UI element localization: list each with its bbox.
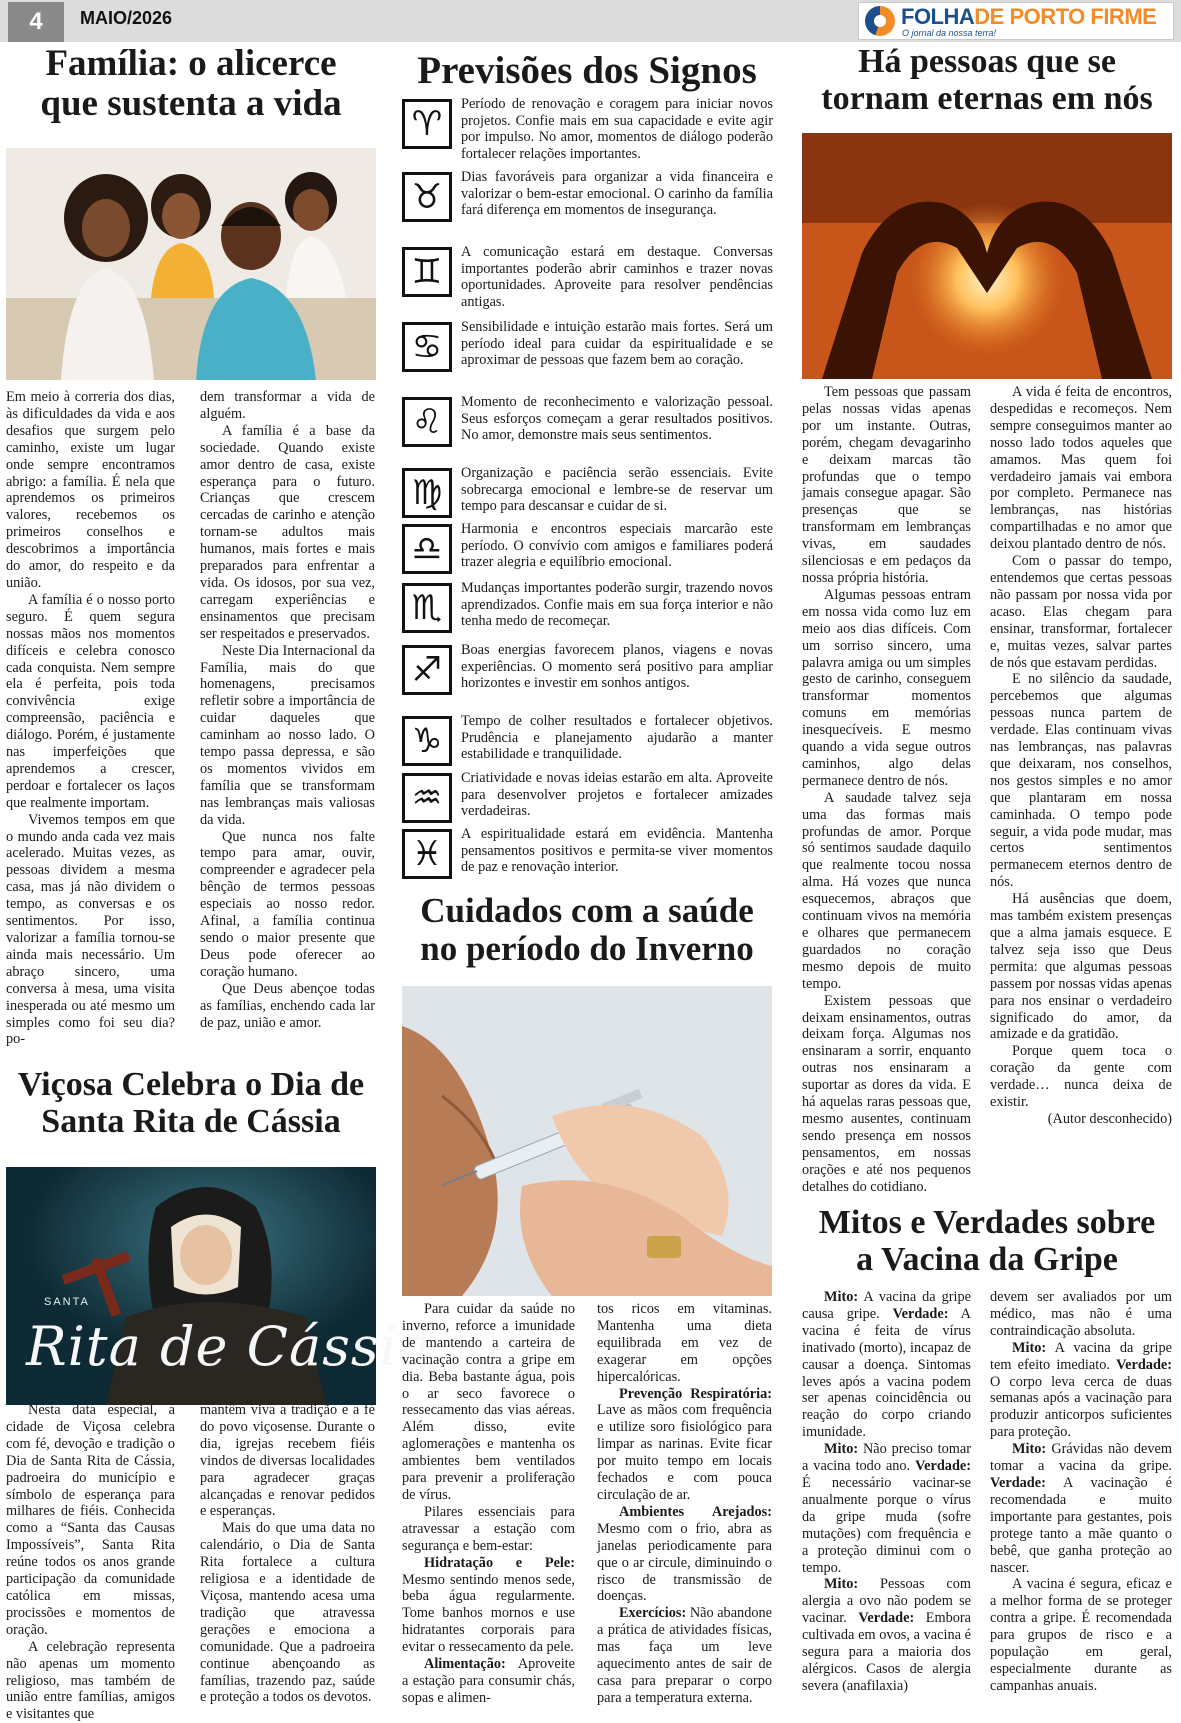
pisces-icon: ♓ (402, 829, 452, 879)
paragraph: A família é a base da sociedade. Quando existe amor dentro de casa, existe esperança para o futuro. Crianças que crescem cercadas de carinho e atenção tornam-se adultos mais humanos, mais fortes e mais preparados para enfrentar a vida. Os idosos, por sua vez, carregam experiências e ensinamentos que precisam ser respeitados e preservados. (200, 422, 375, 642)
vaccine-illustration (402, 986, 772, 1296)
logo-icon (865, 6, 895, 36)
paragraph: Porque quem toca o coração da gente com verdade… nunca deixa de existir. (990, 1043, 1172, 1111)
horoscope-text: Harmonia e encontros especiais marcarão este período. O convívio com amigos e familiares poderá trazer alegria e equilíbrio emocional. (461, 521, 773, 570)
paragraph: E no silêncio da saudade, percebemos que algumas pessoas nunca partem de verdade. Elas continuam vivas nas lembranças, nas palavras que deixaram, nos conselhos, nos gestos simples e no amor que plantaram em nossa caminhada. O tempo pode seguir, a vida pode mudar, mas certos sentimentos permanecem eternos dentro de nós. (990, 671, 1172, 891)
horoscope-text: Momento de reconhecimento e valorização pessoal. Seus esforços começam a gerar resultados positivos. No amor, demonstre mais seus sentimentos. (461, 394, 773, 443)
vicosa-title: Viçosa Celebra o Dia de Santa Rita de Cássia (17, 1066, 365, 1140)
taurus-icon: ♉ (402, 172, 452, 222)
myth-item: Mito: A vacina da gripe causa gripe. Verdade: A vacina é feita de vírus inativado (morto), incapaz de causar a doença. Sintomas leves após a vacina podem ser apenas coincidência ou reação do corpo criando imunidade. (802, 1289, 971, 1441)
sagittarius-icon: ♐ (402, 645, 452, 695)
tip-alimentacao: Alimentação: Aproveite a estação para consumir chás, sopas e alimen- (402, 1656, 575, 1706)
paragraph: mantêm viva a tradição e a fé do povo viçosense. Durante o dia, igrejas recebem fiéis vindos de diversas localidades para agradecer graças alcançadas e renovar pedidos e esperanças. (200, 1402, 375, 1520)
aries-icon: ♈ (402, 99, 452, 149)
vicosa-column-1 (6, 1402, 175, 1723)
horoscope-text: Período de renovação e coragem para iniciar novos projetos. Confie mais em sua capacidade e evite agir por impulso. No amor, momentos de diálogo poderão fortalecer relações importantes. (461, 96, 773, 162)
horoscope-text: A espiritualidade estará em evidência. Mantenha pensamentos positivos e permita-se viver momentos de paz e renovação interior. (461, 826, 773, 875)
paragraph: Nesta data especial, a cidade de Viçosa celebra com fé, devoção e tradição o Dia de Santa Rita de Cássia, padroeira do município e símbolo de esperança para milhares de fiéis. Conhecida como a “Santa das Causas Impossíveis”, Santa Rita reúne todos os anos grande participação da comunidade católica em missas, procissões e momentos de oração. (6, 1402, 175, 1638)
paragraph: Que Deus abençoe todas as famílias, enchendo cada lar de paz, união e amor. (200, 980, 375, 1031)
cancer-icon: ♋ (402, 322, 452, 372)
horoscope-text: Dias favoráveis para organizar a vida financeira e valorizar o bem-estar emocional. O carinho da família fará diferença em momentos de insegurança. (461, 169, 773, 218)
family-photo (6, 148, 376, 380)
gripe-title: Mitos e Verdades sobre a Vacina da Gripe (818, 1204, 1156, 1278)
heart-hands-photo (802, 133, 1172, 379)
eternas-column-1 (802, 384, 971, 1196)
tip-hidratacao: Hidratação e Pele: Mesmo sentindo menos sede, beba água regularmente. Tome banhos mornos e use hidratantes corporais para evitar o ressecamento da pele. (402, 1554, 575, 1656)
horoscope-text: Tempo de colher resultados e fortalecer objetivos. Prudência e planejamento ajudarão a manter estabilidade e tranquilidade. (461, 713, 773, 762)
paragraph: Em meio à correria dos dias, às dificuldades da vida e aos desafios que surgem pelo caminho, existe um lugar onde sempre encontramos abrigo: a família. É nela que aprendemos os primeiros valores, recebemos os primeiros conselhos e descobrimos a importância do amor, do respeito e da união. (6, 389, 175, 591)
myth-item: Mito: Pessoas com alergia a ovo não podem se vacinar. Verdade: Embora cultivada em ovos, a vacina é segura para a maioria dos alérgicos. Casos de alergia severa (anafilaxia) (802, 1576, 972, 1694)
family-illustration (6, 148, 376, 380)
paragraph: Algumas pessoas entram em nossa vida como luz em meio aos dias difíceis. Com um sorriso sincero, uma palavra amiga ou um simples gesto de carinho, conseguem transformar momentos comuns em memórias inesquecíveis. E mesmo quando a vida segue outros caminhos, algo delas permanece dentro de nós. (802, 586, 971, 789)
logo-name: FOLHADE PORTO FIRME (901, 4, 1157, 29)
paragraph: Existem pessoas que deixam ensinamentos, outras deixam força. Algumas nos ensinaram a sorrir, enquanto outras nos ensinaram a suportar as dores da vida. E há aquelas raras pessoas que, mesmo ausentes, continuam sendo presença em nossos pensamentos, em nossas orações e até nos pequenos detalhes do cotidiano. (802, 992, 971, 1195)
paragraph: A vacina é segura, eficaz e a melhor forma de se proteger contra a gripe. É recomendada para grupos de risco e a população em geral, especialmente durante as campanhas anuais. (990, 1576, 1172, 1694)
paragraph: Tem pessoas que passam pelas nossas vidas apenas por um instante. Outras, porém, chegam devagarinho e deixam marcas tão profundas que o tempo jamais consegue apagar. São presenças que se transformam em lembranças vivas, em saudades silenciosas e em pedaços da nossa própria história. (802, 384, 971, 586)
myth-item: Mito: Grávidas não devem tomar a vacina da gripe. Verdade: A vacinação é recomendada e muito importante para gestantes, pois protege tanto a mãe quanto o bebê, que ganha proteção ao nascer. (990, 1441, 1172, 1576)
paragraph: devem ser avaliados por um médico, mas não é uma contraindicação absoluta. (990, 1289, 1172, 1339)
eternas-column-2 (990, 384, 1172, 1128)
familia-title: Família: o alicerce que sustenta a vida (40, 43, 342, 124)
paragraph: A saudade talvez seja uma das formas mais profundas de amor. Porque só sentimos saudade daquilo que realmente tocou nossa alma. Há vozes que nunca esquecemos, abraços que continuam vivos na memória e olhares que permanecem guardados no coração mesmo depois de muito tempo. (802, 789, 971, 992)
page-number: 4 (8, 2, 64, 42)
familia-column-1 (6, 389, 175, 1048)
horoscope-text: Sensibilidade e intuição estarão mais fortes. Será um período ideal para cuidar da espiritualidade e se aproximar de pessoas que fazem bem ao coração. (461, 319, 773, 368)
virgo-icon: ♍ (402, 468, 452, 518)
page-header (0, 0, 1181, 42)
paragraph: Mais do que uma data no calendário, o Dia de Santa Rita fortalece a cultura religiosa e a identidade de Viçosa, mantendo acesa uma tradição que atravessa gerações e emociona a comunidade. Que a padroeira continue abençoando as famílias, trazendo paz, saúde e proteção a todos os devotos. (200, 1520, 375, 1706)
gripe-column-1 (802, 1289, 971, 1695)
vaccine-photo (402, 986, 772, 1296)
photo-caption-script: Rita de Cássia (26, 1315, 432, 1378)
horoscope-text: A comunicação estará em destaque. Conversas importantes poderão abrir caminhos e trazer novas oportunidades. Aproveite para resolver pendências antigas. (461, 244, 773, 310)
saude-title: Cuidados com a saúde no período do Inverno (420, 891, 754, 968)
saude-column-1 (402, 1301, 575, 1707)
horoscope-text: Organização e paciência serão essenciais. Evite sobrecarga emocional e lembre-se de reservar um tempo para descansar e cuidar de si. (461, 465, 773, 514)
eternas-title: Há pessoas que se tornam eternas em nós (821, 43, 1153, 117)
signos-title: Previsões dos Signos (417, 49, 757, 92)
paragraph: A celebração representa não apenas um momento religioso, mas também de união entre famílias, amigos e visitantes que (6, 1638, 175, 1723)
logo-tagline: O jornal da nossa terra! (902, 28, 997, 38)
horoscope-text: Mudanças importantes poderão surgir, trazendo novos aprendizados. Confie mais em sua força interior e não tenha medo de recomeçar. (461, 580, 773, 629)
aquarius-icon: ♒ (402, 773, 452, 823)
heart-hands-illustration (802, 133, 1172, 379)
capricorn-icon: ♑ (402, 716, 452, 766)
paragraph: A vida é feita de encontros, despedidas e recomeços. Nem sempre conseguimos manter ao nosso lado todos aqueles que amamos. Mas quem foi verdadeiro jamais vai embora por completo. Permanece nas lembranças, nas histórias compartilhadas e no amor que deixou plantado dentro de nós. (990, 384, 1172, 553)
paragraph: Para cuidar da saúde no inverno, reforce a imunidade de mantendo a carteira de vacinação contra a gripe em dia. Beba bastante água, pois o ar seco favorece o ressecamento das vias aéreas. Além disso, evite aglomerações e mantenha os ambientes bem ventilados para prevenir a proliferação de vírus. (402, 1301, 575, 1503)
tip-exercicios: Exercícios: Não abandone a prática de atividades físicas, mas faça um leve aquecimento antes de sair de casa para preparar o corpo para a temperatura externa. (597, 1605, 772, 1706)
paragraph: Neste Dia Internacional da Família, mais do que homenagens, precisamos refletir sobre a importância de cuidar daqueles que caminham ao nosso lado. O tempo passa depressa, e são os momentos vividos em família que se transformam nas lembranças mais valiosas da vida. (200, 642, 375, 828)
paragraph: A família é o nosso porto seguro. É quem segura nossas mãos nos momentos difíceis e celebra conosco cada conquista. Nem sempre ela é perfeita, pois toda convivência exige compreensão, paciência e diálogo. Porém, é justamente nas imperfeições que aprendemos a crescer, perdoar e fortalecer os laços que realmente importam. (6, 591, 175, 811)
familia-column-2 (200, 389, 375, 1031)
myth-item: Mito: Não preciso tomar a vacina todo ano. Verdade: É necessário vacinar-se anualmente porque o vírus da gripe muda (sofre mutações) com frequência e a proteção diminui com o tempo. (802, 1441, 972, 1576)
paragraph: Pilares essenciais para atravessar a estação com segurança e bem-estar: (402, 1503, 575, 1554)
scorpio-icon: ♏ (402, 583, 452, 633)
paragraph: tos ricos em vitaminas. Mantenha uma dieta equilibrada em vez de exagerar em opções hipercalóricas. (597, 1301, 772, 1385)
myth-item: Mito: A vacina da gripe tem efeito imediato. Verdade: O corpo leva cerca de duas semanas após a vacinação para produzir anticorpos suficientes para proteção. (990, 1339, 1173, 1441)
photo-caption-small: SANTA (44, 1296, 90, 1308)
horoscope-text: Criatividade e novas ideias estarão em alta. Aproveite para desenvolver projetos e fortalecer amizades verdadeiras. (461, 770, 773, 819)
edition-date: MAIO/2026 (80, 8, 173, 28)
vicosa-column-2 (200, 1402, 375, 1706)
gripe-column-2 (990, 1289, 1172, 1695)
paragraph: Há ausências que doem, mas também existem presenças que a alma jamais esquece. E talvez seja isso que Deus permita: que algumas pessoas passem por nossas vidas apenas para nos ensinar o verdadeiro significado do amor, da amizade e da gratidão. (990, 891, 1172, 1043)
tip-prevencao: Prevenção Respiratória: Lave as mãos com frequência e utilize soro fisiológico para limpar as narinas. Evite ficar por muito tempo em locais fechados e com pouca circulação de ar. (597, 1385, 772, 1503)
libra-icon: ♎ (402, 524, 452, 574)
paragraph: Com o passar do tempo, entendemos que certas pessoas não passam por nossa vida por acaso. Elas chegam para ensinar, transformar, fortalecer e, muitas vezes, salvar partes de nós que estavam perdidas. (990, 553, 1172, 671)
author-credit: (Autor desconhecido) (1047, 1110, 1172, 1127)
tip-ambientes: Ambientes Arejados: Mesmo com o frio, abra as janelas periodicamente para que o ar circule, diminuindo o risco de transmissão de doenças. (597, 1503, 772, 1605)
paragraph: Que nunca nos falte tempo para amar, ouvir, compreender e agradecer pela bênção de termos pessoas especiais ao nosso redor. Afinal, a família continua sendo o maior presente que Deus pode oferecer ao coração humano. (200, 828, 375, 980)
leo-icon: ♌ (402, 397, 452, 447)
paragraph: Vivemos tempos em que o mundo anda cada vez mais acelerado. Muitas vezes, as pessoas dividem a mesma casa, mas já não dividem o tempo, as conversas e os sentimentos. Por isso, valorizar a família tornou-se ainda mais necessário. Um abraço sincero, uma conversa à mesa, uma visita inesperada ou até mesmo um simples como foi seu dia? po- (6, 811, 175, 1048)
saude-column-2 (597, 1301, 772, 1707)
newspaper-logo[interactable] (858, 2, 1174, 40)
paragraph: dem transformar a vida de alguém. (200, 389, 375, 422)
horoscope-text: Boas energias favorecem planos, viagens e novas experiências. O momento será positivo para ampliar horizontes e investir em sonhos antigos. (461, 642, 773, 691)
santa-rita-image (6, 1167, 432, 1405)
gemini-icon: ♊ (402, 247, 452, 297)
